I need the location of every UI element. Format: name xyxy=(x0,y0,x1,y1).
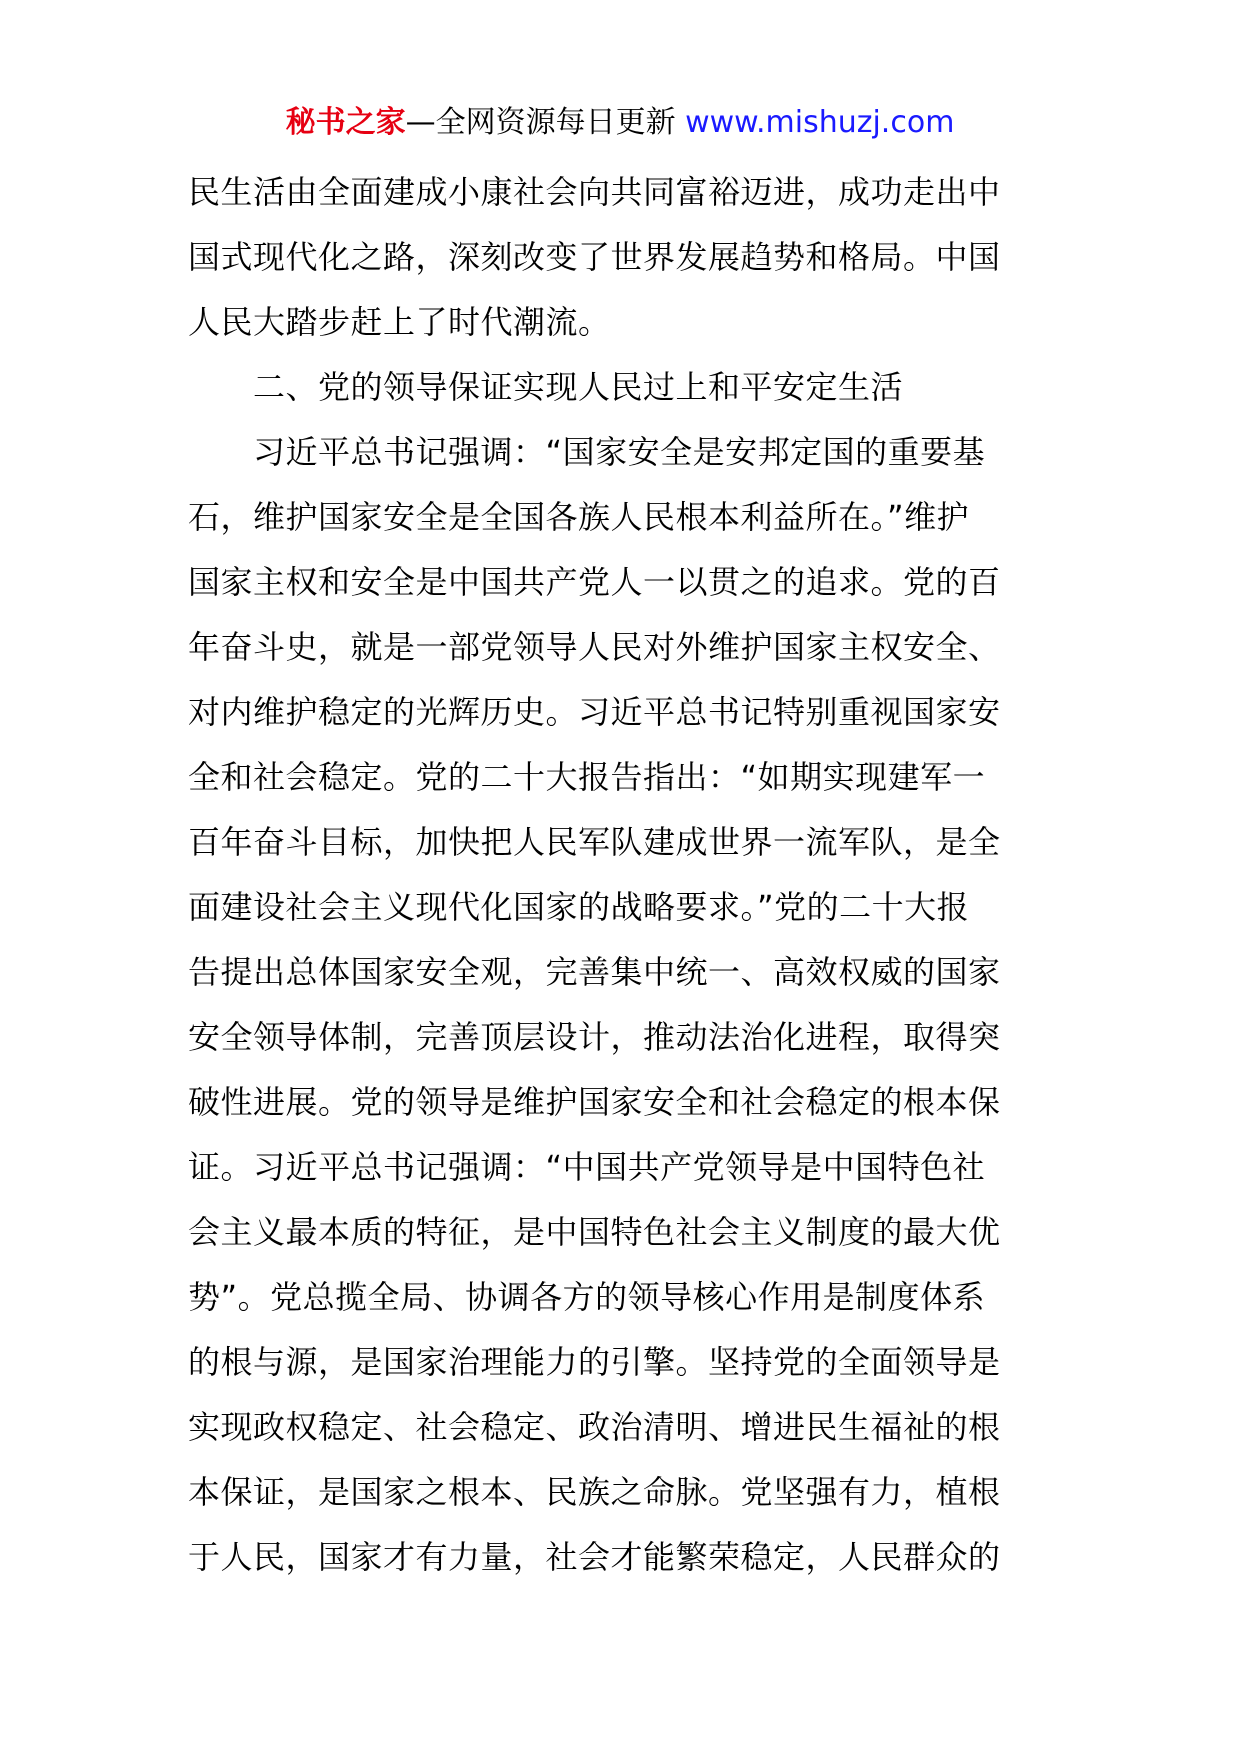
text-line: 国家主权和安全是中国共产党人一以贯之的追求。党的百 xyxy=(188,563,1001,601)
text-line: 实现政权稳定、社会稳定、政治清明、增进民生福祉的根 xyxy=(188,1408,1001,1446)
text-line: 人民大踏步赶上了时代潮流。 xyxy=(188,303,611,341)
text-line: 会主义最本质的特征，是中国特色社会主义制度的最大优 xyxy=(188,1213,1001,1251)
text-line: 全和社会稳定。党的二十大报告指出：“如期实现建军一 xyxy=(188,758,986,796)
text-line: 国式现代化之路，深刻改变了世界发展趋势和格局。中国 xyxy=(188,238,1001,276)
text-line: 民生活由全面建成小康社会向共同富裕迈进，成功走出中 xyxy=(188,173,1001,211)
text-line: 于人民，国家才有力量，社会才能繁荣稳定，人民群众的 xyxy=(188,1538,1001,1576)
site-brand: 秘书之家 xyxy=(285,105,406,140)
text-line: 百年奋斗目标，加快把人民军队建成世界一流军队，是全 xyxy=(188,823,1001,861)
text-line: 的根与源，是国家治理能力的引擎。坚持党的全面领导是 xyxy=(188,1343,1001,1381)
text-line: 本保证，是国家之根本、民族之命脉。党坚强有力，植根 xyxy=(188,1473,1001,1511)
site-url-link[interactable]: www.mishuzj.com xyxy=(675,105,955,140)
page-header xyxy=(0,103,1240,143)
site-tagline: —全网资源每日更新 xyxy=(405,105,676,140)
text-line: 年奋斗史，就是一部党领导人民对外维护国家主权安全、 xyxy=(188,628,1001,666)
text-line: 告提出总体国家安全观，完善集中统一、高效权威的国家 xyxy=(188,953,1001,991)
text-line: 对内维护稳定的光辉历史。习近平总书记特别重视国家安 xyxy=(188,693,1001,731)
text-line: 面建设社会主义现代化国家的战略要求。”党的二十大报 xyxy=(188,888,970,926)
text-line: 石，维护国家安全是全国各族人民根本利益所在。”维护 xyxy=(188,498,970,536)
document-body xyxy=(188,160,1058,1590)
text-line: 破性进展。党的领导是维护国家安全和社会稳定的根本保 xyxy=(188,1083,1001,1121)
text-line: 安全领导体制，完善顶层设计，推动法治化进程，取得突 xyxy=(188,1018,1001,1056)
text-line: 习近平总书记强调：“国家安全是安邦定国的重要基 xyxy=(253,433,986,471)
section-heading: 二、党的领导保证实现人民过上和平安定生活 xyxy=(253,368,904,406)
text-line: 证。习近平总书记强调：“中国共产党领导是中国特色社 xyxy=(188,1148,986,1186)
text-line: 势”。党总揽全局、协调各方的领导核心作用是制度体系 xyxy=(188,1278,986,1316)
